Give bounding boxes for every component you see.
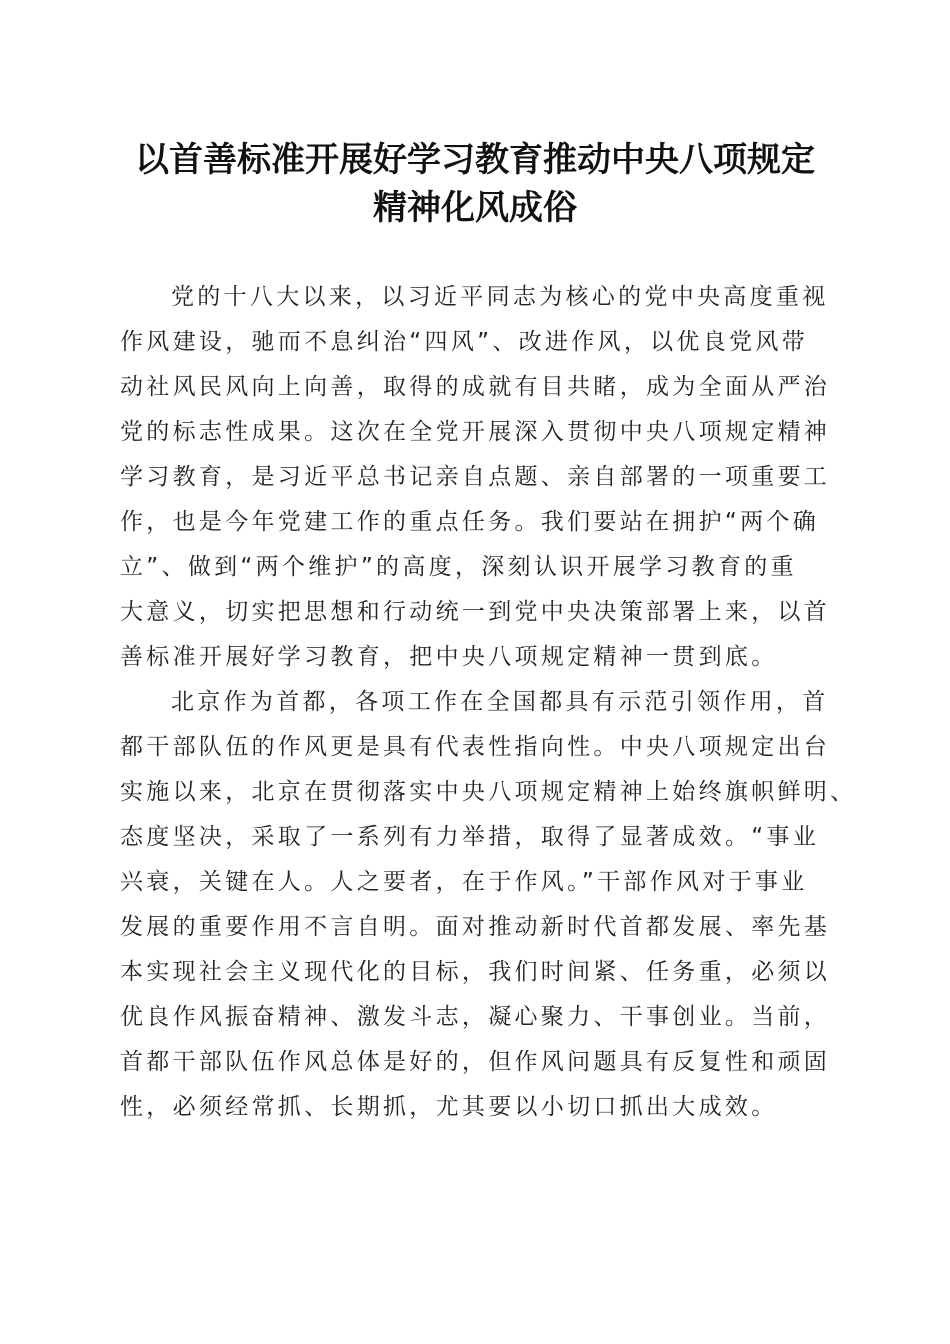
paragraph-line: 党的十八大以来，以习近平同志为核心的党中央高度重视 [171,284,829,310]
paragraph-line: 发展的重要作用不言自明。面对推动新时代首都发展、率先基 [120,914,831,940]
paragraph-line: 都干部队伍的作风更是具有代表性指向性。中央八项规定出台 [120,734,831,760]
document-title-line-1: 以首善标准开展好学习教育推动中央八项规定 [135,140,815,180]
paragraph-line: 兴衰，关键在人。人之要者，在于作风。”干部作风对于事业 [120,869,808,895]
paragraph-line: 学习教育，是习近平总书记亲自点题、亲自部署的一项重要工 [120,464,831,490]
paragraph-line: 作风建设，驰而不息纠治“四风”、改进作风，以优良党风带 [120,329,808,355]
paragraph-line: 首都干部队伍作风总体是好的，但作风问题具有反复性和顽固 [120,1049,831,1075]
document-title-line-2: 精神化风成俗 [373,188,577,228]
paragraph-line: 党的标志性成果。这次在全党开展深入贯彻中央八项规定精神 [120,419,831,445]
paragraph-line: 动社风民风向上向善，取得的成就有目共睹，成为全面从严治 [120,374,831,400]
paragraph-line: 大意义，切实把思想和行动统一到党中央决策部署上来，以首 [120,599,831,625]
paragraph-line: 北京作为首都，各项工作在全国都具有示范引领作用，首 [171,689,829,715]
paragraph-line: 作，也是今年党建工作的重点任务。我们要站在拥护“两个确 [120,509,820,535]
paragraph-line: 本实现社会主义现代化的目标，我们时间紧、任务重，必须以 [120,959,831,985]
paragraph-1 [120,275,840,680]
paragraph-line: 性，必须经常抓、长期抓，尤其要以小切口抓出大成效。 [120,1094,778,1120]
paragraph-line: 立”、做到“两个维护”的高度，深刻认识开展学习教育的重 [120,554,797,580]
paragraph-line: 善标准开展好学习教育，把中央八项规定精神一贯到底。 [120,644,778,670]
paragraph-line: 实施以来，北京在贯彻落实中央八项规定精神上始终旗帜鲜明、 [120,779,857,805]
paragraph-2 [120,680,857,1130]
paragraph-line: 优良作风振奋精神、激发斗志，凝心聚力、干事创业。当前， [120,1004,831,1030]
paragraph-line: 态度坚决，采取了一系列有力举措，取得了显著成效。“事业 [120,824,820,850]
